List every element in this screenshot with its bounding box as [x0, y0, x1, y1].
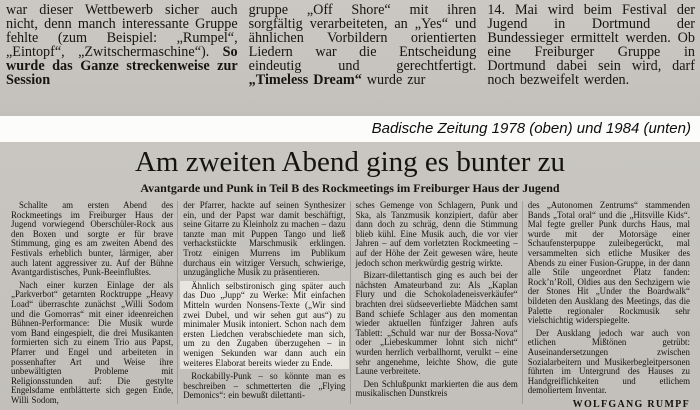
text-segment: sches Gemenge von Schlagern, Punk und Ska, als Tanzmusik konzipiert, dafür aber dann doch zu schräg, denn die Stimmung blieb kühl. Eine Musik auch, die vor vier Jahren – auf dem vorletzten Rockmeeting – auf der Höhe der Zeit gewesen wäre, heute jedoch schon merkwürdig gestrig wirkte. [355, 200, 518, 268]
paragraph [528, 329, 690, 396]
text-segment: der Pfarrer, hackte auf seinen Synthesizer ein, und der Papst war damit beschäftigt, seine Gitarre zu Kleinholz zu machen – dazu tanzte man mit Puppen Tango und ließ verhackstückte Marschmusik erklingen. Trotz einigen Murrens im Publikum durchaus ein witziger Versuch, schwierige, unzugängliche Musik zu präsentieren. [183, 200, 346, 278]
top-clipping-column-1 [6, 3, 238, 116]
paragraph [183, 372, 345, 401]
paragraph [528, 201, 690, 326]
article-newspaper-clipping [0, 142, 700, 410]
text-segment: wurde zur [361, 72, 426, 89]
article-column-1 [6, 201, 177, 404]
text-segment: des „Autonomen Zentrums“ stammenden Bands „Total oral“ und die „Hitsville Kids“. Mal fegte greller Punk durchs Haus, mal wurde mit der Motorsäge einer Schaufensterpuppe zuleibegerückt, mal versammelten sich etliche Musiker des Abends zu einer Fusion-Gruppe, in der dann alle Stile ungeordnet Platz fanden: Rock’n’Roll, Oldies aus den Sechzigern wie der Stones Hit „Under the Boardwalk“ bildeten den Ausklang des Meetings, das die Palette regionaler Rockmusik sehr vielschichtig widerspiegelte. [527, 200, 690, 326]
text-segment: Bizarr-dilettantisch ging es auch bei der nächsten Amateurband zu: Als „Kaplan Flury und die Schokoladeneisverkäufer“ brachten drei südseeverliebte Mädchen samt Band schiefe Schlager aus den momentan wieder aktuellen fünfziger Jahren aufs Tablett: „Schuld war nur der Bossa-Nova“ oder „Liebeskummer lohnt sich nicht“ wurden herrlich verballhornt, verulkt – eine sehr angenehme, leichte Show, die gute Laune verbreitete. [355, 270, 518, 377]
paragraph [487, 3, 695, 88]
top-clipping-column-2 [249, 3, 477, 116]
text-segment: 14. Mai wird beim Festival der Jugend in Dortmund der Bundessieger ermittelt werden. Ob eine Freiburger Gruppe in Dortmund dabei sein wird, darf noch bezweifelt werden. [487, 2, 695, 89]
paragraph [6, 3, 238, 88]
article-body-columns [6, 200, 694, 410]
text-segment: So wurde das Ganze streckenweise zur Session [6, 44, 238, 89]
author-byline: WOLFGANG RUMPF [572, 398, 690, 410]
article-subtitle: Avantgarde und Punk in Teil B des Rockmeetings im Freiburger Haus der Jugend [140, 181, 560, 195]
article-column-4 [522, 200, 694, 410]
text-segment: gruppe „Off Shore“ mit ihren sorgfältig verarbeiteten, an „Yes“ und ähnlichen Vorbildern orientierten Liedern war die Entscheidung eindeutig und gerechtfertigt. [248, 2, 477, 75]
article-headline: Am zweiten Abend ging es bunter zu [134, 146, 566, 178]
text-segment: Ähnlich selbstironisch ging später auch das Duo „Jupp“ zu Werke: Mit einfachen Mitteln wurden Nonsens-Texte („Wir sind zwei Dubel, und wir sehen gut aus“) zu minimaler Musik intoniert. Schon nach dem ersten Liedchen verabschiedete man sich, um zu den Zugaben überzugehen – in wenigen Sekunden war dann auch ein weiteres Elaborat bereits wieder zu Ende. [183, 280, 346, 368]
paragraph [356, 271, 518, 377]
text-segment: Den Schlußpunkt markierten die aus dem musikalischen Dunstkreis [355, 378, 518, 399]
top-newspaper-clipping [0, 0, 700, 116]
paragraph [356, 380, 518, 399]
text-segment: war dieser Wettbewerb sicher auch nicht, denn manch interessante Gruppe fehlte (zum Beispiel: „Rumpel“, „Eintopf“, „Zwitschermaschine“). [6, 2, 238, 61]
article-column-4-text [528, 201, 690, 396]
text-segment: Rockabilly-Punk – so könnte man es beschreiben – schmetterten die „Flying Demonics“: ein bewußt dilettanti- [183, 371, 346, 401]
article-column-2 [177, 201, 349, 404]
source-caption: Badische Zeitung 1978 (oben) und 1984 (unten) [371, 120, 691, 137]
paragraph [180, 281, 348, 369]
text-segment: Der Ausklang jedoch war auch von etlichen Mißtönen getrübt: Auseinandersetzungen zwischen Sozialarbeitern und Musikerbegleitpersonen führten im Untergrund des Hauses zu Handgreiflichkeiten und etlichem demoliertem Inventar. [527, 327, 690, 396]
text-segment: Schallte am ersten Abend des Rockmeetings im Freiburger Haus der Jugend vorwiegend Oberschüler-Rock aus den Boxen und sorgte er für brave Stimmung, ging es am zweiten Abend des Festivals erheblich bunter, lärmiger, aber auch latent aggressiver zu. Auf der Bühne Avantgardistisches, Punk-Beeinflußtes. [11, 200, 174, 278]
paragraph [11, 281, 173, 406]
top-clipping-column-3 [487, 3, 695, 116]
caption-band [0, 116, 700, 142]
paragraph [183, 201, 345, 278]
article-column-3 [350, 201, 522, 404]
paragraph [356, 201, 518, 268]
text-segment: Nach einer kurzen Einlage der als „Parkverbot“ getarnten Rocktruppe „Heavy Load“ überraschte zunächst „Willi Sodom und die Gomorras“ mit einer ideenreichen Bühnen-Performance: Die Musik wurde vom Band eingespielt, die drei Musikanten formierten sich zu einem Trio aus Papst, Pfarrer und Engel und arbeiteten in possenhafter Art und Weise ihre unbewältigten Probleme mit Religionsstunden auf: Die gestylte Engelsdame entblätterte sich gegen Ende, Willi Sodom, [11, 279, 174, 405]
paragraph [249, 3, 477, 88]
paragraph [11, 201, 173, 278]
text-segment: „Timeless Dream“ [248, 72, 362, 89]
